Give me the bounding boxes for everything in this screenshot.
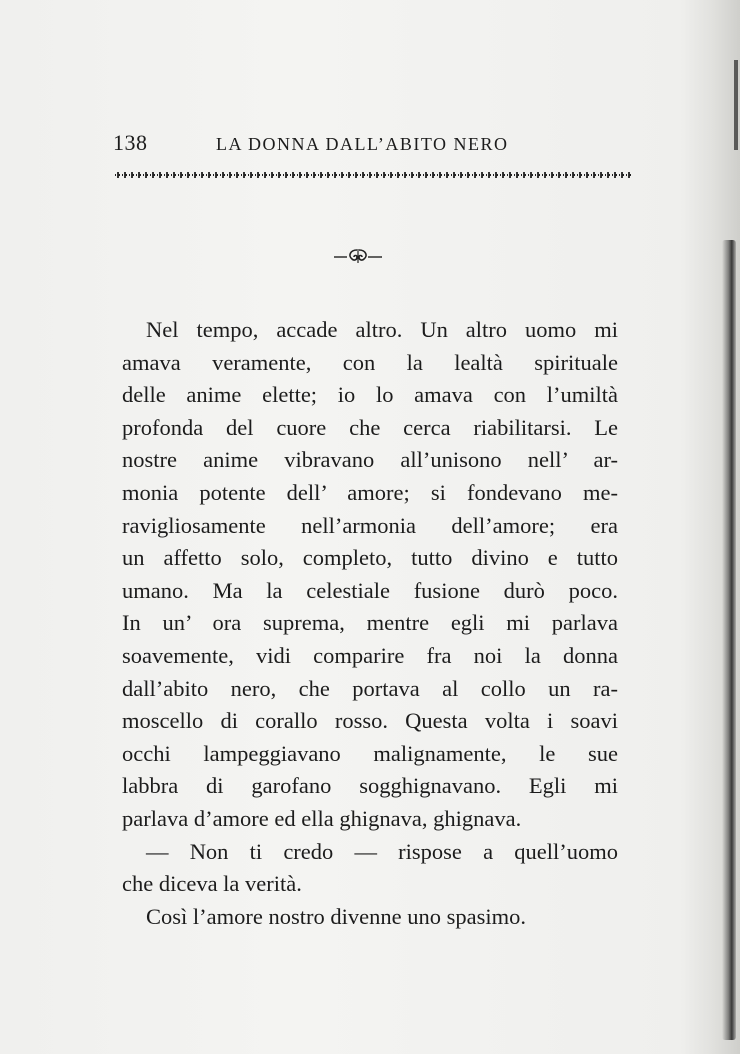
text-line: dall’abito nero, che portava al collo un ra- [122, 675, 618, 701]
text-line: delle anime elette; io lo amava con l’umiltà [122, 382, 618, 408]
text-line: umano. Ma la celestiale fusione durò poco. [122, 577, 618, 603]
text-line: monia potente dell’ amore; si fondevano me- [122, 479, 618, 505]
page-number: 138 [113, 130, 148, 155]
paragraph-2 [122, 836, 618, 901]
text-line: un affetto solo, completo, tutto divino e tutto [122, 545, 618, 571]
fleuron-ornament-icon [332, 247, 384, 265]
text-line: In un’ ora suprema, mentre egli mi parlava [122, 610, 618, 636]
text-line: Nel tempo, accade altro. Un altro uomo mi [146, 317, 618, 342]
text-line: ravigliosamente nell’armonia dell’amore; era [122, 512, 618, 538]
text-line: occhi lampeggiavano malignamente, le sue [122, 740, 618, 766]
text-line: — Non ti credo — rispose a quell’uomo [146, 838, 618, 864]
text-line: che diceva la verità. [122, 871, 302, 897]
text-line: amava veramente, con la lealtà spirituale [122, 349, 618, 375]
text-line: labbra di garofano sogghignavano. Egli mi [122, 773, 618, 799]
text-line: parlava d’amore ed ella ghignava, ghignava. [122, 805, 522, 831]
paragraph-1 [122, 314, 618, 836]
running-title: LA DONNA DALL’ABITO NERO [216, 134, 509, 154]
scan-edge-shadow [722, 240, 736, 1040]
page-header [113, 128, 613, 158]
text-line: nostre anime vibravano all’unisono nell’ ar- [122, 447, 618, 473]
text-line: Così l’amore nostro divenne uno spasimo. [146, 903, 526, 929]
body-text [122, 314, 618, 933]
scan-edge-top [734, 60, 738, 150]
decorative-dotted-rule-icon [115, 171, 632, 179]
paragraph-3 [122, 901, 618, 934]
text-line: profonda del cuore che cerca riabilitarsi. Le [122, 414, 618, 440]
text-line: soavemente, vidi comparire fra noi la donna [122, 642, 618, 668]
text-line: moscello di corallo rosso. Questa volta i soavi [122, 708, 618, 734]
